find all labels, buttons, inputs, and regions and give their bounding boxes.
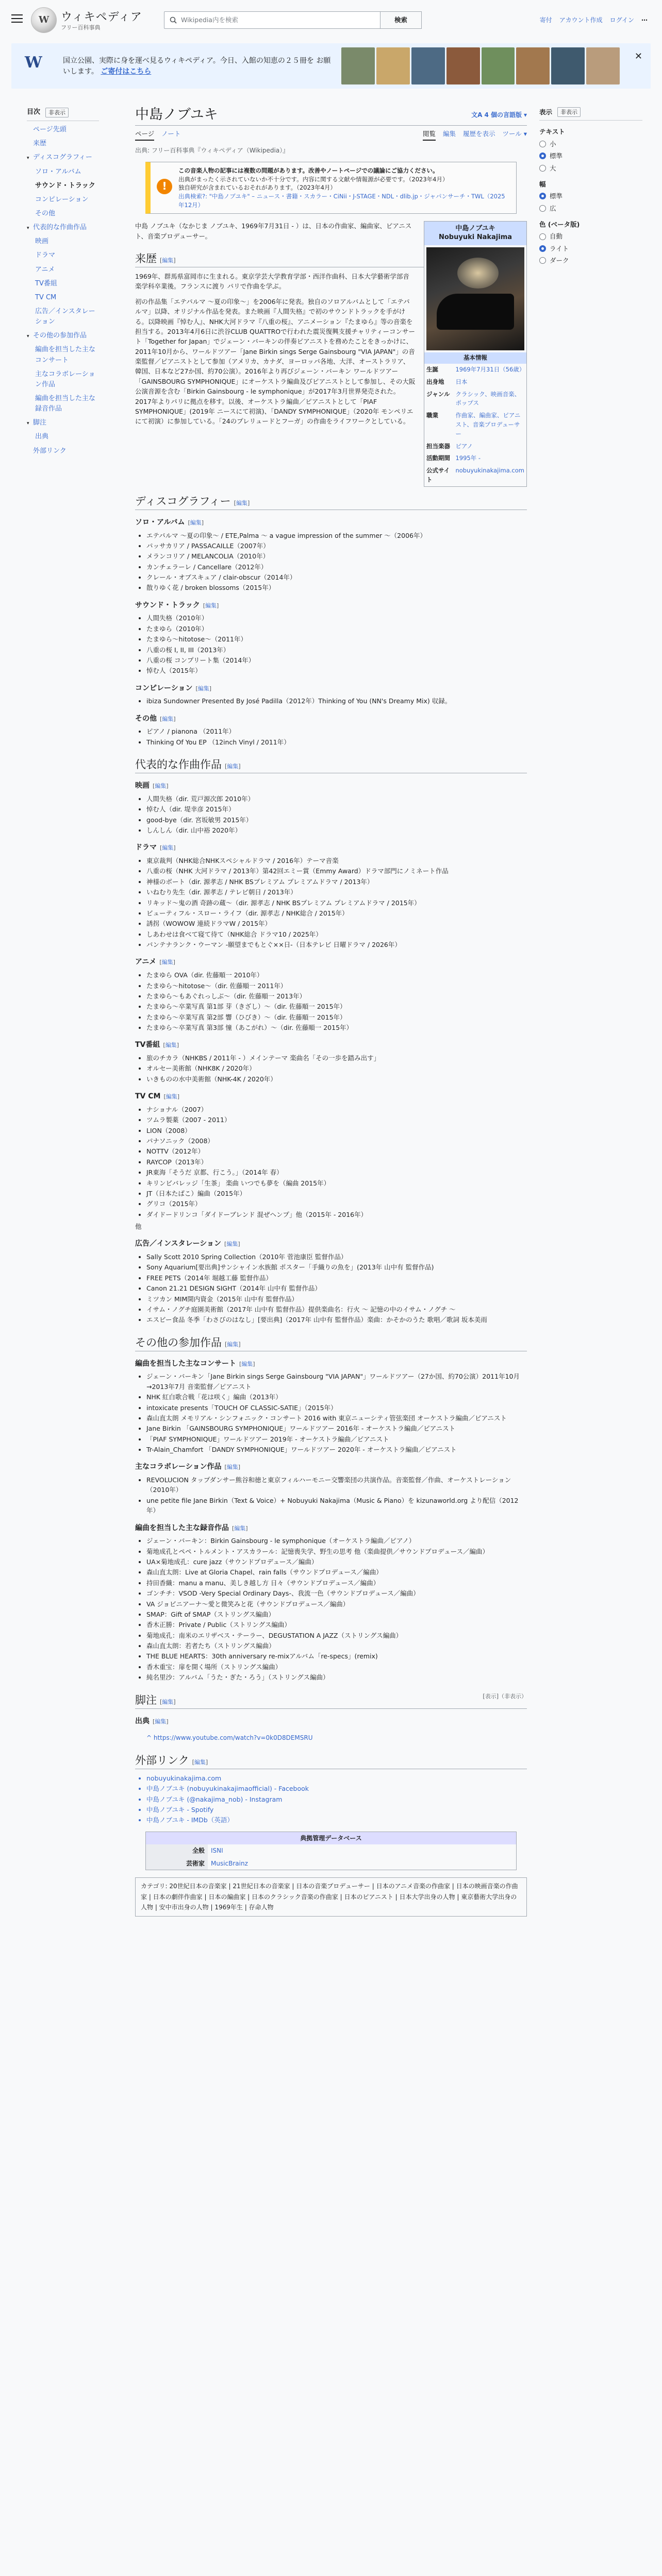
create-account-link[interactable]: アカウント作成 (559, 16, 603, 24)
heading-tv: TV番組 [編集] (135, 1041, 179, 1049)
appearance-group (539, 179, 642, 213)
chevron-down-icon[interactable]: ▾ (27, 156, 29, 161)
toc-item[interactable]: TV CM (35, 293, 57, 301)
list-item: • 悼む人（2015年） (146, 666, 527, 675)
infobox-row: 出身地 日本 (426, 378, 468, 385)
notice-line-4: 出典検索?: "中島ノブユキ" – ニュース・書籍・スカラー・CiNii・J-STAGE・NDL・dlib.jp・ジャパンサーチ・TWL（2025年12月） (178, 192, 505, 209)
toc-item[interactable]: コンピレーション (35, 195, 89, 204)
notes-toggle[interactable]: [表示]（非表示） (483, 1692, 527, 1700)
list-item: • intoxicate presents「TOUCH OF CLASSIC-SATIE」（2015年） (146, 1403, 527, 1413)
authority-row: 芸術家 MusicBrainz (146, 1857, 516, 1870)
list-item: • カンチェラーレ / Cancellare（2012年） (146, 562, 527, 572)
toc-item[interactable]: ▾ ディスコグラフィー (27, 154, 92, 162)
banner-tile (376, 47, 410, 84)
list-item: • クレール・オブスキュア / clair-obscur（2014年） (146, 572, 527, 582)
heading-notes: 脚注 [編集] [表示]（非表示） (135, 1692, 527, 1709)
infobox (424, 221, 527, 487)
comp-list (146, 696, 527, 706)
list-item: • ナショナル（2007） (146, 1105, 527, 1114)
list-item: • バンテナランク・ウーマン -願望までもとぐ××日-（日本テレビ 日曜ドラマ / 2026年） (146, 940, 527, 950)
reference-item[interactable]: ^ https://www.youtube.com/watch?v=0k0D8DEMSRU (146, 1734, 313, 1742)
heading-external: 外部リンク [編集] (135, 1752, 527, 1769)
table-of-contents (27, 107, 99, 460)
list-item: • 八重の桜（NHK 大河ドラマ / 2013年）第42回エミー賞（Emmy Award）ドラマ部門にノミネート作品 (146, 866, 527, 876)
wordmark[interactable] (61, 8, 142, 32)
heading-drama: ドラマ [編集] (135, 843, 176, 852)
language-button[interactable] (471, 110, 527, 120)
list-item: • VA ジョビニアーナ～愛と微笑みと花（サウンドプロデュース／編曲） (146, 1599, 527, 1609)
list-item: • キリンビバレッジ「生茶」 楽曲 いつでも夢を（編曲 2015年） (146, 1178, 527, 1188)
list-item: • 誘拐（WOWOW 連続ドラマW / 2015年） (146, 919, 527, 928)
tab-read[interactable]: 閲覧 (423, 129, 436, 141)
cm-tail: 他 (135, 1223, 142, 1231)
list-item: • ピアノ / pianona （2011年） (146, 726, 527, 736)
list-item: • しんしん（dir. 山中裕 2020年） (146, 825, 527, 835)
heading-concert: 編曲を担当した主なコンサート [編集] (135, 1359, 255, 1368)
list-item: • 森山直太朗：若者たち（ストリングス編曲） (146, 1641, 527, 1651)
cm-list (146, 1105, 527, 1219)
list-item: • ツムラ製薬（2007 - 2011） (146, 1115, 527, 1125)
list-item: • Tr-Alain_Chamfort 「DANDY SYMPHONIQUE」ワールドツアー 2020年 - オーケストラ編曲／ピアニスト (146, 1445, 527, 1454)
list-item: • ジェーン・バーキン：Birkin Gainsbourg - le symphonique（オーケストラ編曲／ピアノ） (146, 1536, 527, 1546)
ost-list (146, 613, 527, 675)
toc-item[interactable]: ページ先頭 (33, 126, 67, 134)
list-item: • いねむり先生（dir. 源孝志 / テレビ朝日 / 2013年） (146, 887, 527, 897)
infobox-row: 公式サイト nobuyukinakajima.com (426, 467, 524, 484)
list-item: • たまゆら（2010年） (146, 624, 527, 634)
chevron-down-icon[interactable]: ▾ (27, 226, 29, 231)
authority-table (146, 1844, 516, 1870)
list-item: • good-bye（dir. 宮坂敏男 2015年） (146, 815, 527, 825)
anime-list (146, 970, 527, 1032)
list-item: • たまゆら OVA（dir. 佐藤順一 2010年） (146, 970, 527, 980)
page-header (135, 103, 527, 126)
list-item: • イサム・ノグチ庭園美術館（2017年 山中有 監督作品）提供楽曲名：行火 〜 記憶の中のイサム・ノグチ 〜 (146, 1304, 527, 1314)
toc-item[interactable]: 編曲を担当した主な録音作品 (35, 394, 96, 413)
list-item: • たまゆら～卒業写真 第3部 憧（あこがれ）～（dir. 佐藤順一 2015年） (146, 1023, 527, 1032)
infobox-table (424, 364, 526, 486)
infobox-row: 担当楽器 ピアノ (426, 442, 473, 450)
list-item: • 八重の桜 コンプリート集（2014年） (146, 655, 527, 665)
wikipedia-logo-icon[interactable]: W (31, 7, 57, 33)
reference-list (146, 1733, 527, 1743)
list-item: • エスビー食品 冬季「わさびのはなし」[要出典]（2017年 山中有 監督作品）楽曲：かそかのうた 歌唱／歌詞 坂本美雨 (146, 1315, 527, 1325)
rec-list (146, 1536, 527, 1682)
appearance-group-label: テキスト (539, 128, 565, 136)
list-item: • ジェーン・バーキン「Jane Birkin sings Serge Gainsbourg "VIA JAPAN"」ワールドツアー（27か国、約70公演）2011年10月→2013年7月 音楽監督／ピアニスト (146, 1371, 527, 1392)
login-link[interactable]: ログイン (609, 16, 634, 24)
infobox-row: 生誕 1969年7月31日（56歳） (426, 365, 525, 373)
radio-button[interactable] (539, 205, 546, 212)
list-item: • NOTTV（2012年） (146, 1146, 527, 1156)
toc-item[interactable]: 編曲を担当した主なコンサート (35, 346, 96, 364)
toc-item[interactable]: ▾ 代表的な作曲作品 (27, 224, 87, 232)
radio-option[interactable]: 標準 (539, 191, 642, 201)
list-item: • 東京裁判（NHK総合NHKスペシャルドラマ / 2016年）テーマ音楽 (146, 856, 527, 866)
list-item: • THE BLUE HEARTS：30th anniversary re-mixアルバム「re-specs」(remix) (146, 1651, 527, 1661)
appearance-title: 表示 (539, 108, 553, 116)
list-item[interactable]: • 中島ノブユキ - Spotify (146, 1805, 527, 1815)
radio-button[interactable] (539, 233, 546, 240)
heading-discography: ディスコグラフィー [編集] (135, 493, 527, 510)
appearance-group-label: 色 (ベータ版) (539, 221, 580, 228)
heading-rec: 編曲を担当した主な録音作品 [編集] (135, 1523, 248, 1532)
banner-tile (411, 47, 445, 84)
list-item: • ビューティフル・スロー・ライフ（dir. 源孝志 / NHK総合 / 2015年） (146, 908, 527, 918)
toc-item[interactable]: ▾ 脚注 (27, 419, 47, 427)
heading-compilation: コンピレーション [編集] (135, 684, 212, 692)
drama-list (146, 856, 527, 950)
categories-box[interactable]: カテゴリ: 20世紀日本の音楽家 | 21世紀日本の音楽家 | 日本の音楽プロデューサー | 日本のアニメ音楽の作曲家 | 日本の映画音楽の作曲家 | 日本の劇伴作曲家 | 日本の編曲家 | 日本のクラシック音楽の作曲家 | 日本のピアニスト | 日本大学出身の人物 | 東京藝術大学出身の人物 | 安中市出身の人物 | 1969年生 | 存命人物 (135, 1877, 527, 1916)
list-item: • REVOLUCION タップダンサー熊谷和徳と東京フィルハーモニー交響楽団の共演作品。音楽監督／作曲、オーケストレーション（2010年） (146, 1475, 527, 1495)
radio-button[interactable] (539, 141, 546, 147)
heading-works: 代表的な作曲作品 [編集] (135, 756, 527, 773)
close-icon[interactable]: ✕ (634, 51, 642, 62)
toc-item[interactable]: ソロ・アルバム (35, 167, 81, 176)
list-item[interactable]: • nobuyukinakajima.com (146, 1773, 527, 1783)
banner-tile (482, 47, 515, 84)
fundraising-banner (11, 43, 651, 89)
appearance-group-label: 幅 (539, 180, 546, 188)
list-item: • 神様のボート（dir. 源孝志 / NHK BSプレミアム プレミアムドラマ / 2013年） (146, 877, 527, 887)
personal-tools (540, 15, 648, 25)
toc-item[interactable]: その他 (35, 209, 56, 217)
list-item: • 旅のチカラ（NHKBS / 2011年 - ）メインテーマ 楽曲名「その一歩を踏み出す」 (146, 1053, 527, 1063)
authority-control (145, 1832, 517, 1871)
main-menu-icon[interactable] (11, 14, 23, 23)
toc-list (27, 125, 99, 456)
page-tabs (135, 129, 527, 141)
toc-item[interactable]: 来歴 (33, 140, 47, 148)
toc-header (27, 107, 99, 121)
notice-line-2: 出典がまったく示されていないか不十分です。内容に関する文献や情報源が必要です。（2023年4月） (178, 175, 449, 183)
list-item: • Jane Birkin 「GAINSBOURG SYMPHONIQUE」ワールドツアー 2016年 - オーケストラ編曲／ピアニスト (146, 1423, 527, 1433)
list-item: • 人間失格（2010年） (146, 613, 527, 623)
authority-title: 典拠管理データベース (146, 1832, 516, 1845)
toc-item[interactable]: 外部リンク (33, 447, 67, 455)
heading-history: 来歴 [編集] (135, 250, 527, 267)
banner-logo-icon: W (25, 54, 42, 72)
list-item: • 悼む人（dir. 堤幸彦 2015年） (146, 804, 527, 814)
radio-button[interactable] (539, 165, 546, 172)
history-para-1: 1969年、群馬県富岡市に生まれる。東京学芸大学教育学部・西洋作曲科、日本大学藝術学部音楽学科卒業後。フランスに渡り パリで作曲を学ぶ。 (135, 273, 409, 291)
chevron-down-icon: ▾ (523, 111, 527, 119)
appearance-hide-button[interactable]: 非表示 (557, 107, 581, 117)
list-item: • オルセー美術館（NHK8K / 2020年） (146, 1063, 527, 1073)
list-item: • ゴンチチ：VSOD -Very Special Ordinary Days-、我流一色（サウンドプロデュース／編曲） (146, 1588, 527, 1598)
tv-list (146, 1053, 527, 1084)
list-item: • 森山直太朗 メモリアル・シンフォニック・コンサート 2016 with 東京ニューシティ管弦楽団 オーケストラ編曲／ピアニスト (146, 1413, 527, 1423)
heading-cm: TV CM [編集] (135, 1092, 180, 1101)
lead-paragraph: 中島 ノブユキ（なかじま ノブユキ、1969年7月31日 - ）は、日本の作曲家、編曲家、ピアニスト、音楽プロデューサー。 (135, 222, 412, 240)
heading-film: 映画 [編集] (135, 782, 169, 790)
main-content (135, 103, 527, 1917)
notice-line-3: 独自研究が含まれているおそれがあります。（2023年4月） (178, 184, 336, 192)
list-item: • RAYCOP（2013年） (146, 1157, 527, 1167)
tab-edit[interactable]: 編集 (442, 130, 456, 138)
list-item: • たまゆら～hitotose～（dir. 佐藤順一 2011年） (146, 981, 527, 991)
banner-tile (586, 47, 620, 84)
radio-option[interactable]: 大 (539, 163, 642, 173)
list-item: • しあわせは食べて寝て待て（NHK総合 ドラマ10 / 2025年） (146, 929, 527, 939)
warning-icon: ! (157, 179, 172, 194)
edit-link[interactable]: 編集 (162, 257, 174, 264)
list-item[interactable]: • 中島ノブユキ (@nakajima_nob) - Instagram (146, 1794, 527, 1804)
list-item: • SMAP：Gift of SMAP（ストリングス編曲） (146, 1609, 527, 1619)
banner-tile (446, 47, 480, 84)
history-para-2: 初の作品集「エテパルマ ～夏の印象～」を2006年に発表。独自のソロアルバムとして「エテパルマ」以降、オリジナル作品を発表。また映画『人間失格』で初のサウンドトラックを手がける。以降映画『悼む人』、NHK大河ドラマ『八重の桜』、アニメーション『たまゆら』等の音楽を担当する。2013年4月6日に渋谷CLUB QUATTROで行われた震災復興支援チャリティーコンサート「Together for Japan」でジェーン・バーキンの伴奏ピアニストを務めたことをきっかけに、2011年10月から、ワールドツアー「Jane Birkin sings Serge Gainsbourg "VIA JAPAN"」の音楽監督／ピアニストとして参加（アメリカ、カナダ、ヨーロッパ各地、大洋、オーストラリア、韓国、日本など27か国、約70公演）。2016年より再びジェーン・バーキン ワールドツアー「GAINSBOURG SYMPHONIQUE」にオーケストラ編曲及びピアニストとして参加し、その大阪公演音源を含む「Birkin Gainsbourg - le symphonique」が2017年3月世界発売された。2017年よりパリに拠点を移す。以後、オーケストラ編曲／ピアニストとして「PIAF SYMPHONIQUE」(2019年 ニースにて初演)、「DANDY SYMPHONIQUE」（2020年 モンペリエにて初演）に参加している。「24のプレリュードとフーガ」の作曲をライフワークとしている。 (135, 297, 416, 426)
logo-subtitle: フリー百科事典 (61, 24, 101, 31)
list-item: • UA×菊地成孔：cure jazz（サウンドプロデュース／編曲） (146, 1557, 527, 1567)
banner-image-mosaic (341, 47, 620, 84)
language-count: 4 個の言語版 (484, 111, 522, 119)
radio-option[interactable]: 小 (539, 139, 642, 149)
film-list (146, 794, 527, 836)
list-item: • たまゆら～卒業写真 第1部 芽（きざし）～（dir. 佐藤順一 2015年） (146, 1002, 527, 1011)
infobox-row: ジャンル クラシック、映画音楽、ポップス (426, 390, 521, 407)
external-links-list (146, 1773, 527, 1825)
banner-tile (551, 47, 585, 84)
page-title: 中島ノブユキ (135, 107, 218, 123)
search-form (164, 11, 422, 29)
list-item: • たまゆら～hitotose～（2011年） (146, 634, 527, 644)
toc-item[interactable]: 出典 (35, 433, 49, 441)
list-item: • LION（2008） (146, 1126, 527, 1136)
radio-option[interactable]: 広 (539, 204, 642, 213)
toc-item[interactable]: 映画 (35, 238, 49, 246)
infobox-row: 活動期間 1995年 - (426, 454, 481, 462)
radio-option[interactable]: 自動 (539, 231, 642, 241)
list-item: • ミツカン MIM開内資金（2015年 山中有 監督作品） (146, 1294, 527, 1304)
heading-sources: 出典 [編集] (135, 1717, 169, 1725)
radio-button[interactable] (539, 245, 546, 252)
radio-option[interactable]: 標準 (539, 151, 642, 161)
list-item: • たまゆら～卒業写真 第2部 響（ひびき）～（dir. 佐藤順一 2015年） (146, 1012, 527, 1022)
list-item: • 菊地成孔：南米のエリザベス・テーラー、DEGUSTATION A JAZZ（ストリングス編曲） (146, 1631, 527, 1640)
list-item: • 八重の桜 I, II, III（2013年） (146, 645, 527, 655)
list-item: • NHK 紅白歌合戦「花は咲く」編曲（2013年） (146, 1392, 527, 1402)
list-item: • Sony Aquarium[要出典]サンシャイン水族館 ポスター「手織りの魚を」(2013年 山中有 監督作品) (146, 1262, 527, 1272)
list-item: • パッサカリア / PASSACAILLE（2007年） (146, 541, 527, 551)
list-item: • FREE PETS（2014年 堀越工藤 監督作品） (146, 1273, 527, 1283)
list-item: • Canon 21.21 DESIGN SIGHT（2014年 山中有 監督作品） (146, 1283, 527, 1293)
list-item: • いきものの水中美術館（NHK-4K / 2020年） (146, 1074, 527, 1084)
language-icon: 文A (471, 111, 483, 119)
list-item: • たまゆら～もあぐれっしぶ～（dir. 佐藤順一 2013年） (146, 991, 527, 1001)
toc-title: 目次 (27, 108, 41, 116)
heading-participation: その他の参加作品 [編集] (135, 1334, 527, 1351)
tab-tools[interactable]: ツール ▾ (502, 130, 527, 138)
header (0, 0, 662, 43)
list-item: • メランコリア / MELANCOLIA（2010年） (146, 551, 527, 561)
toc-item[interactable]: 広告／インスタレーション (35, 307, 95, 326)
list-item: • Thinking Of You EP （12inch Vinyl / 2011年） (146, 737, 527, 747)
list-item: • Sally Scott 2010 Spring Collection（2010年 菅池康臣 監督作品） (146, 1252, 527, 1262)
appearance-header (539, 107, 642, 121)
tab-page[interactable]: ページ (135, 129, 154, 141)
toc-item[interactable]: TV番組 (35, 279, 57, 287)
list-item: • ibiza Sundowner Presented By José Padilla（2012年）Thinking of You (NN's Dreamy Mix) 収録。 (146, 696, 527, 706)
list-item: • グリコ（2015年） (146, 1199, 527, 1209)
site-sub: 出典: フリー百科事典『ウィキペディア（Wikipedia）』 (135, 147, 289, 155)
appearance-panel (539, 107, 642, 268)
heading-ost: サウンド・トラック [編集] (135, 601, 219, 609)
chevron-down-icon[interactable]: ▾ (27, 421, 29, 427)
banner-donate-link[interactable]: ご寄付はこちら (101, 67, 152, 76)
list-item: • 純名里沙：アルバム「うた・ぎた・ろう」（ストリングス編曲） (146, 1672, 527, 1682)
chevron-down-icon[interactable]: ▾ (27, 334, 29, 340)
list-item: • JR東海「そうだ 京都、行こう。」（2014年 春） (146, 1167, 527, 1177)
other-list (146, 726, 527, 747)
heading-collab: 主なコラボレーション作品 [編集] (135, 1463, 241, 1471)
search-placeholder: Wikipedia内を検索 (181, 16, 238, 24)
banner-tile (516, 47, 550, 84)
list-item: • 香木重宝：扉を開く場所（ストリングス編曲） (146, 1662, 527, 1672)
list-item[interactable]: • 中島ノブユキ (nobuyukinakajimaofficial) - Facebook (146, 1784, 527, 1793)
infobox-photo[interactable] (426, 247, 524, 350)
toc-item[interactable]: 主なコラボレーション作品 (35, 370, 95, 388)
infobox-title: 中島ノブユキ Nobuyuki Nakajima (424, 222, 526, 245)
list-item: • 香木正勝：Private / Public（ストリングス編曲） (146, 1620, 527, 1630)
toc-item[interactable]: ▾ その他の参加作品 (27, 332, 87, 340)
list-item: • 持田香織：manu a manu、美しき越し方 日々（サウンドプロデュース／編曲） (146, 1578, 527, 1588)
radio-button[interactable] (539, 152, 546, 159)
tab-history[interactable]: 履歴を表示 (462, 130, 495, 138)
authority-row: 全般 ISNI (146, 1844, 516, 1857)
more-options-icon[interactable]: ⋯ (641, 16, 648, 24)
logo-title: ウィキペディア (61, 11, 142, 24)
appearance-group (539, 219, 642, 266)
list-item: • パナソニック（2008） (146, 1136, 527, 1146)
list-item: • ダイドードリンコ「ダイドーブレンド 混ぜヘンプ」他（2015年 - 2016年） (146, 1210, 527, 1219)
search-button[interactable]: 検索 (380, 11, 422, 29)
search-icon (170, 16, 177, 24)
toc-item[interactable]: サウンド・トラック (35, 181, 95, 190)
infobox-section: 基本情報 (424, 352, 526, 364)
list-item: • 菊地成孔とペペ・トルメント・アスカラール：記憶喪失学、野生の思考 他（楽曲提供／サウンドプロデュース／編曲） (146, 1547, 527, 1556)
list-item: • 森山直太朗：Live at Gloria Chapel、rain falls（サウンドプロデュース／編曲） (146, 1567, 527, 1577)
toc-item[interactable]: ドラマ (35, 251, 56, 260)
radio-button[interactable] (539, 257, 546, 264)
search-input[interactable] (164, 11, 380, 29)
appearance-groups (539, 127, 642, 265)
list-item[interactable]: • 中島ノブユキ - IMDb（英語） (146, 1815, 527, 1825)
concert-list (146, 1371, 527, 1454)
collab-list (146, 1475, 527, 1516)
heading-other: その他 [編集] (135, 714, 176, 723)
tab-talk[interactable]: ノート (161, 130, 181, 138)
appearance-group (539, 127, 642, 173)
ad-list (146, 1252, 527, 1325)
heading-ad: 広告／インスタレーション [編集] (135, 1240, 240, 1248)
list-item: • 「PIAF SYMPHONIQUE」ワールドツアー 2019年 - オーケストラ編曲／ピアニスト (146, 1434, 527, 1444)
list-item: • リキッド～鬼の酒 奇跡の蔵～（dir. 源孝志 / NHK BSプレミアム プレミアムドラマ / 2015年） (146, 898, 527, 908)
toc-item[interactable]: アニメ (35, 265, 55, 274)
heading-solo: ソロ・アルバム [編集] (135, 518, 204, 527)
list-item: • une petite file Jane Birkin（Text & Voice）+ Nobuyuki Nakajima（Music & Piano）を kizunaworld.org より配信（2012年） (146, 1496, 527, 1516)
banner-tile (341, 47, 375, 84)
radio-option[interactable]: ライト (539, 244, 642, 253)
list-item: • エテパルマ ～夏の印象～ / ETE,Palma ～ a vague impression of the summer ～（2006年） (146, 531, 527, 540)
donate-link[interactable]: 寄付 (539, 16, 552, 24)
list-item: • JT（日本たばこ）編曲（2015年） (146, 1189, 527, 1198)
infobox-row: 職業 作曲家、編曲家、ピアニスト、音楽プロデューサー (426, 412, 521, 437)
heading-anime: アニメ [編集] (135, 958, 175, 967)
issues-notice (145, 162, 517, 214)
radio-button[interactable] (539, 193, 546, 199)
radio-option[interactable]: ダーク (539, 256, 642, 265)
toc-hide-button[interactable]: 非表示 (45, 108, 69, 117)
list-item: • 人間失格（dir. 荒戸源次郎 2010年） (146, 794, 527, 804)
banner-message: 国立公園、実際に身を運べ見るウィキペディア。今日、入館の知恵の２５冊を お願いします。 ご寄付はこちら (63, 57, 331, 76)
list-item: • 散りゆく花 / broken blossoms（2015年） (146, 583, 527, 592)
solo-list (146, 531, 527, 593)
notice-line-1: この音楽人物の記事には複数の問題があります。改善やノートページでの議論にご協力ください。 (178, 166, 439, 174)
